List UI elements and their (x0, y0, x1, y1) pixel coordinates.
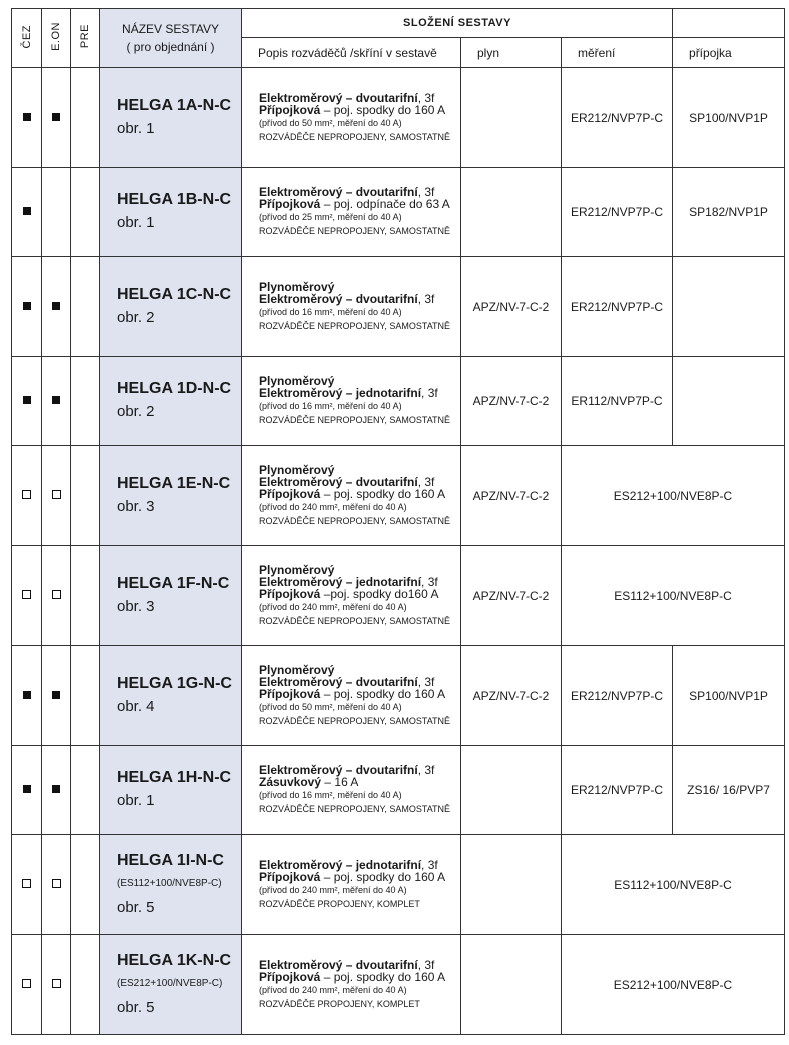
mark-cez (12, 935, 42, 1035)
plyn-cell: APZ/NV-7-C-2 (461, 357, 562, 446)
pripojka-cell: ZS16/ 16/PVP7 (673, 746, 785, 835)
mark-pre (71, 935, 100, 1035)
desc-note: ROZVÁDĚČE NEPROPOJENY, SAMOSTATNĚ (259, 515, 451, 526)
filled-square-icon (23, 396, 31, 404)
desc-note: ROZVÁDĚČE NEPROPOJENY, SAMOSTATNĚ (259, 615, 451, 626)
description-cell (242, 257, 461, 357)
table-row (12, 835, 785, 935)
assembly-name: HELGA 1I-N-C (117, 851, 224, 869)
header-pripojka: přípojka (673, 38, 785, 68)
mark-eon (42, 746, 71, 835)
mark-pre (71, 68, 100, 168)
header-group: SLOŽENÍ SESTAVY (242, 9, 673, 38)
filled-square-icon (52, 113, 60, 121)
mark-pre (71, 835, 100, 935)
plyn-cell: APZ/NV-7-C-2 (461, 257, 562, 357)
desc-spec: (přívod do 16 mm², měření do 40 A) (259, 790, 402, 800)
assembly-name: HELGA 1F-N-C (117, 574, 230, 592)
filled-square-icon (23, 113, 31, 121)
header-cez: ČEZ (12, 9, 42, 68)
assembly-name-cell (100, 446, 242, 546)
merged-cell: ES112+100/NVE8P-C (562, 546, 785, 646)
empty-square-icon (22, 490, 31, 499)
table-body (12, 68, 785, 1035)
filled-square-icon (23, 785, 31, 793)
assembly-code: (ES212+100/NVE8P-C) (117, 977, 223, 989)
desc-line-1: Plynoměrový (259, 279, 335, 294)
description-cell (242, 646, 461, 746)
filled-square-icon (52, 302, 60, 310)
desc-note: ROZVÁDĚČE NEPROPOJENY, SAMOSTATNĚ (259, 715, 451, 726)
figure-ref: obr. 1 (117, 792, 155, 809)
desc-line-1: Elektroměrový – dvoutarifní, 3f (259, 957, 435, 972)
description-cell (242, 168, 461, 257)
empty-square-icon (52, 490, 61, 499)
table-row (12, 646, 785, 746)
mark-eon (42, 257, 71, 357)
desc-spec: (přívod do 50 mm², měření do 40 A) (259, 701, 402, 712)
mereni-cell: ER212/NVP7P-C (562, 746, 673, 835)
mark-cez (12, 357, 42, 446)
table-row (12, 546, 785, 646)
mark-cez (12, 446, 42, 546)
table-row (12, 746, 785, 835)
assembly-name-cell (100, 835, 242, 935)
sestavy-table-wrapper (11, 8, 785, 1035)
header-eon: E.ON (42, 9, 71, 68)
desc-spec: (přívod do 16 mm², měření do 40 A) (259, 401, 402, 411)
header-pre: PRE (71, 9, 100, 68)
desc-line-2: Elektroměrový – dvoutarifní, 3f (259, 674, 435, 689)
empty-square-icon (52, 590, 61, 599)
mark-eon (42, 357, 71, 446)
assembly-name-cell (100, 546, 242, 646)
figure-ref: obr. 4 (117, 697, 155, 715)
table-row (12, 257, 785, 357)
pripojka-cell (673, 357, 785, 446)
desc-line-2: Elektroměrový – jednotarifní, 3f (259, 386, 438, 400)
desc-line-2: Přípojková – poj. spodky do 160 A (259, 869, 446, 884)
figure-ref: obr. 1 (117, 214, 155, 231)
desc-line-1: Elektroměrový – dvoutarifní, 3f (259, 185, 435, 199)
table-row (12, 446, 785, 546)
assembly-name-cell (100, 935, 242, 1035)
desc-line-1: Elektroměrový – dvoutarifní, 3f (259, 90, 435, 105)
desc-spec: (přívod do 240 mm², měření do 40 A) (259, 501, 407, 512)
desc-note: ROZVÁDĚČE PROPOJENY, KOMPLET (259, 898, 420, 909)
mark-eon (42, 168, 71, 257)
desc-note: ROZVÁDĚČE NEPROPOJENY, SAMOSTATNĚ (259, 320, 451, 331)
assembly-name-cell (100, 168, 242, 257)
table-row (12, 168, 785, 257)
mereni-cell: ER212/NVP7P-C (562, 168, 673, 257)
assembly-name: HELGA 1A-N-C (117, 96, 232, 114)
description-cell (242, 546, 461, 646)
empty-square-icon (52, 879, 61, 888)
assembly-name: HELGA 1H-N-C (117, 769, 232, 786)
desc-line-3: Přípojková –poj. spodky do160 A (259, 586, 439, 601)
plyn-cell: APZ/NV-7-C-2 (461, 646, 562, 746)
merged-cell: ES212+100/NVE8P-C (562, 446, 785, 546)
assembly-name: HELGA 1D-N-C (117, 380, 232, 397)
desc-line-1: Plynoměrový (259, 374, 335, 388)
assembly-name-cell (100, 257, 242, 357)
desc-spec: (přívod do 25 mm², měření do 40 A) (259, 212, 402, 222)
plyn-cell: APZ/NV-7-C-2 (461, 446, 562, 546)
mark-cez (12, 546, 42, 646)
desc-note: ROZVÁDĚČE NEPROPOJENY, SAMOSTATNĚ (259, 226, 451, 236)
figure-ref: obr. 3 (117, 597, 155, 615)
pripojka-cell (673, 257, 785, 357)
mark-cez (12, 168, 42, 257)
assembly-name: HELGA 1G-N-C (117, 674, 232, 692)
desc-spec: (přívod do 16 mm², měření do 40 A) (259, 306, 402, 317)
desc-line-1: Plynoměrový (259, 462, 335, 477)
assembly-name: HELGA 1C-N-C (117, 285, 232, 303)
empty-square-icon (22, 590, 31, 599)
mark-cez (12, 257, 42, 357)
desc-line-1: Elektroměrový – jednotarifní, 3f (259, 857, 438, 872)
desc-line-1: Plynoměrový (259, 662, 335, 677)
empty-square-icon (52, 979, 61, 988)
mark-pre (71, 646, 100, 746)
figure-ref: obr. 2 (117, 403, 155, 420)
assembly-code: (ES112+100/NVE8P-C) (117, 877, 222, 889)
mereni-cell: ER212/NVP7P-C (562, 646, 673, 746)
plyn-cell (461, 68, 562, 168)
mark-eon (42, 446, 71, 546)
pripojka-cell: SP100/NVP1P (673, 646, 785, 746)
desc-line-2: Přípojková – poj. spodky do 160 A (259, 102, 446, 117)
mark-pre (71, 546, 100, 646)
mark-eon (42, 646, 71, 746)
mark-eon (42, 935, 71, 1035)
merged-cell: ES112+100/NVE8P-C (562, 835, 785, 935)
mark-cez (12, 68, 42, 168)
plyn-cell (461, 835, 562, 935)
mark-pre (71, 168, 100, 257)
merged-cell: ES212+100/NVE8P-C (562, 935, 785, 1035)
filled-square-icon (23, 302, 31, 310)
description-cell (242, 935, 461, 1035)
desc-line-2: Zásuvkový – 16 A (259, 775, 359, 789)
mark-pre (71, 257, 100, 357)
header-plyn: plyn (461, 38, 562, 68)
desc-line-2: Elektroměrový – jednotarifní, 3f (259, 574, 438, 589)
filled-square-icon (52, 396, 60, 404)
plyn-cell (461, 746, 562, 835)
filled-square-icon (52, 785, 60, 793)
table-row (12, 935, 785, 1035)
sestavy-table (11, 8, 785, 1035)
desc-line-2: Elektroměrový – dvoutarifní, 3f (259, 474, 435, 489)
mark-eon (42, 546, 71, 646)
description-cell (242, 446, 461, 546)
mereni-cell: ER212/NVP7P-C (562, 257, 673, 357)
desc-note: ROZVÁDĚČE PROPOJENY, KOMPLET (259, 998, 420, 1009)
empty-square-icon (22, 879, 31, 888)
mereni-cell: ER212/NVP7P-C (562, 68, 673, 168)
desc-spec: (přívod do 240 mm², měření do 40 A) (259, 601, 407, 612)
table-row (12, 357, 785, 446)
mark-cez (12, 835, 42, 935)
plyn-cell (461, 935, 562, 1035)
desc-note: ROZVÁDĚČE NEPROPOJENY, SAMOSTATNĚ (259, 131, 451, 142)
figure-ref: obr. 1 (117, 119, 155, 137)
figure-ref: obr. 3 (117, 497, 155, 515)
mark-eon (42, 835, 71, 935)
filled-square-icon (52, 691, 60, 699)
header-mereni: měření (562, 38, 673, 68)
desc-line-2: Přípojková – poj. spodky do 160 A (259, 969, 446, 984)
assembly-name-cell (100, 68, 242, 168)
desc-line-1: Elektroměrový – dvoutarifní, 3f (259, 763, 435, 777)
mark-pre (71, 357, 100, 446)
description-cell (242, 835, 461, 935)
desc-line-1: Plynoměrový (259, 562, 335, 577)
plyn-cell (461, 168, 562, 257)
description-cell (242, 357, 461, 446)
desc-line-3: Přípojková – poj. spodky do 160 A (259, 686, 446, 701)
pripojka-cell: SP182/NVP1P (673, 168, 785, 257)
desc-note: ROZVÁDĚČE NEPROPOJENY, SAMOSTATNĚ (259, 415, 451, 425)
desc-spec: (přívod do 50 mm², měření do 40 A) (259, 117, 402, 128)
assembly-name: HELGA 1K-N-C (117, 951, 232, 969)
desc-line-2: Přípojková – poj. odpínače do 63 A (259, 197, 450, 211)
plyn-cell: APZ/NV-7-C-2 (461, 546, 562, 646)
desc-line-2: Elektroměrový – dvoutarifní, 3f (259, 291, 435, 306)
header-desc: Popis rozváděčů /skříní v sestavě (242, 38, 461, 68)
header-empty (673, 9, 785, 38)
figure-ref: obr. 5 (117, 998, 155, 1016)
assembly-name: HELGA 1B-N-C (117, 191, 232, 208)
desc-note: ROZVÁDĚČE NEPROPOJENY, SAMOSTATNĚ (259, 804, 451, 814)
filled-square-icon (23, 207, 31, 215)
mark-cez (12, 746, 42, 835)
mark-pre (71, 746, 100, 835)
figure-ref: obr. 5 (117, 898, 155, 916)
mark-eon (42, 68, 71, 168)
mark-pre (71, 446, 100, 546)
table-row (12, 68, 785, 168)
assembly-name-cell (100, 357, 242, 446)
mereni-cell: ER112/NVP7P-C (562, 357, 673, 446)
assembly-name-cell (100, 646, 242, 746)
assembly-name-cell (100, 746, 242, 835)
empty-square-icon (22, 979, 31, 988)
filled-square-icon (23, 691, 31, 699)
description-cell (242, 68, 461, 168)
header-name: NÁZEV SESTAVY ( pro objednání ) (100, 9, 242, 68)
desc-spec: (přívod do 240 mm², měření do 40 A) (259, 984, 407, 995)
desc-line-3: Přípojková – poj. spodky do 160 A (259, 486, 446, 501)
pripojka-cell: SP100/NVP1P (673, 68, 785, 168)
assembly-name: HELGA 1E-N-C (117, 474, 231, 492)
mark-cez (12, 646, 42, 746)
figure-ref: obr. 2 (117, 308, 155, 326)
desc-spec: (přívod do 240 mm², měření do 40 A) (259, 884, 407, 895)
description-cell (242, 746, 461, 835)
